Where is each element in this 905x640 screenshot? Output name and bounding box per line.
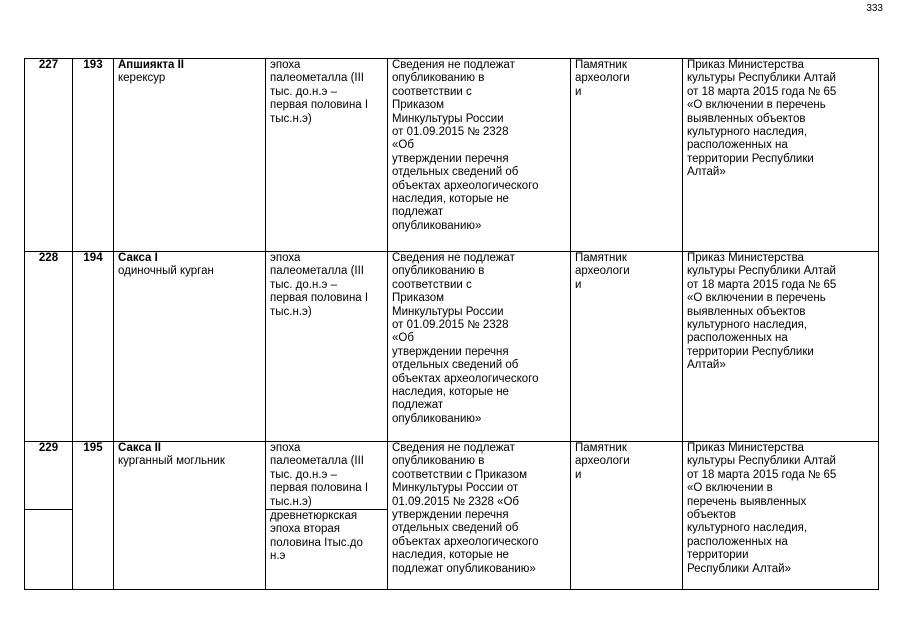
object-type: курганный могльник [118,455,225,468]
dating-cell: древнетюркская эпоха вторая половина Iтыс.до н.э [266,510,388,590]
table-row [25,252,879,442]
row-number: 227 [25,59,73,252]
row-number: 229 [25,442,73,510]
object-name: Апшиякта II [118,59,184,71]
info-cell: Сведения не подлежат опубликованию в соответствии с Приказом Минкультуры России от 01.09.2015 № 2328 «Об утверждении перечня отдельных сведений об объектах археологического наследия, которые не подлежат опубликованию» [388,252,571,442]
dating-cell: эпоха палеометалла (III тыс. до.н.э – первая половина I тыс.н.э) [266,59,388,252]
category-cell: Памятник археологи и [571,59,683,252]
registry-number: 194 [73,252,114,442]
info-cell: Сведения не подлежат опубликованию в соответствии с Приказом Минкультуры России от 01.09.2015 № 2328 «Об утверждении перечня отдельных сведений об объектах археологического наследия, которые не подлежат опубликованию» [388,59,571,252]
object-cell [114,59,266,252]
registry-number: 195 [73,442,114,590]
category-cell: Памятник археологи и [571,252,683,442]
page-number: 333 [866,3,883,14]
order-cell: Приказ Министерства культуры Республики Алтай от 18 марта 2015 года № 65 «О включении в перечень выявленных объектов культурного наследия, расположенных на территории Республики Алтай» [683,252,879,442]
table-row [25,59,879,252]
heritage-registry-table [24,58,879,590]
registry-number: 193 [73,59,114,252]
row-number: 228 [25,252,73,442]
object-type: керексур [118,72,166,85]
order-cell: Приказ Министерства культуры Республики Алтай от 18 марта 2015 года № 65 «О включении в перечень выявленных объектов культурного наследия, расположенных на территории Республики Алтай» [683,442,879,590]
object-cell [114,442,266,590]
object-name: Сакса II [118,442,161,454]
object-type: одиночный курган [118,265,214,278]
dating-cell: эпоха палеометалла (III тыс. до.н.э – первая половина I тыс.н.э) [266,252,388,442]
object-name: Сакса I [118,252,158,264]
object-cell [114,252,266,442]
info-cell: Сведения не подлежат опубликованию в соответствии с Приказом Минкультуры России от 01.09.2015 № 2328 «Об утверждении перечня отдельных сведений об объектах археологического наследия, которые не подлежат опубликованию» [388,442,571,590]
order-cell: Приказ Министерства культуры Республики Алтай от 18 марта 2015 года № 65 «О включении в перечень выявленных объектов культурного наследия, расположенных на территории Республики Алтай» [683,59,879,252]
dating-cell: эпоха палеометалла (III тыс. до.н.э – первая половина I тыс.н.э) [266,442,388,510]
category-cell: Памятник археологи и [571,442,683,590]
table-row [25,442,879,510]
row-number-empty [25,510,73,590]
